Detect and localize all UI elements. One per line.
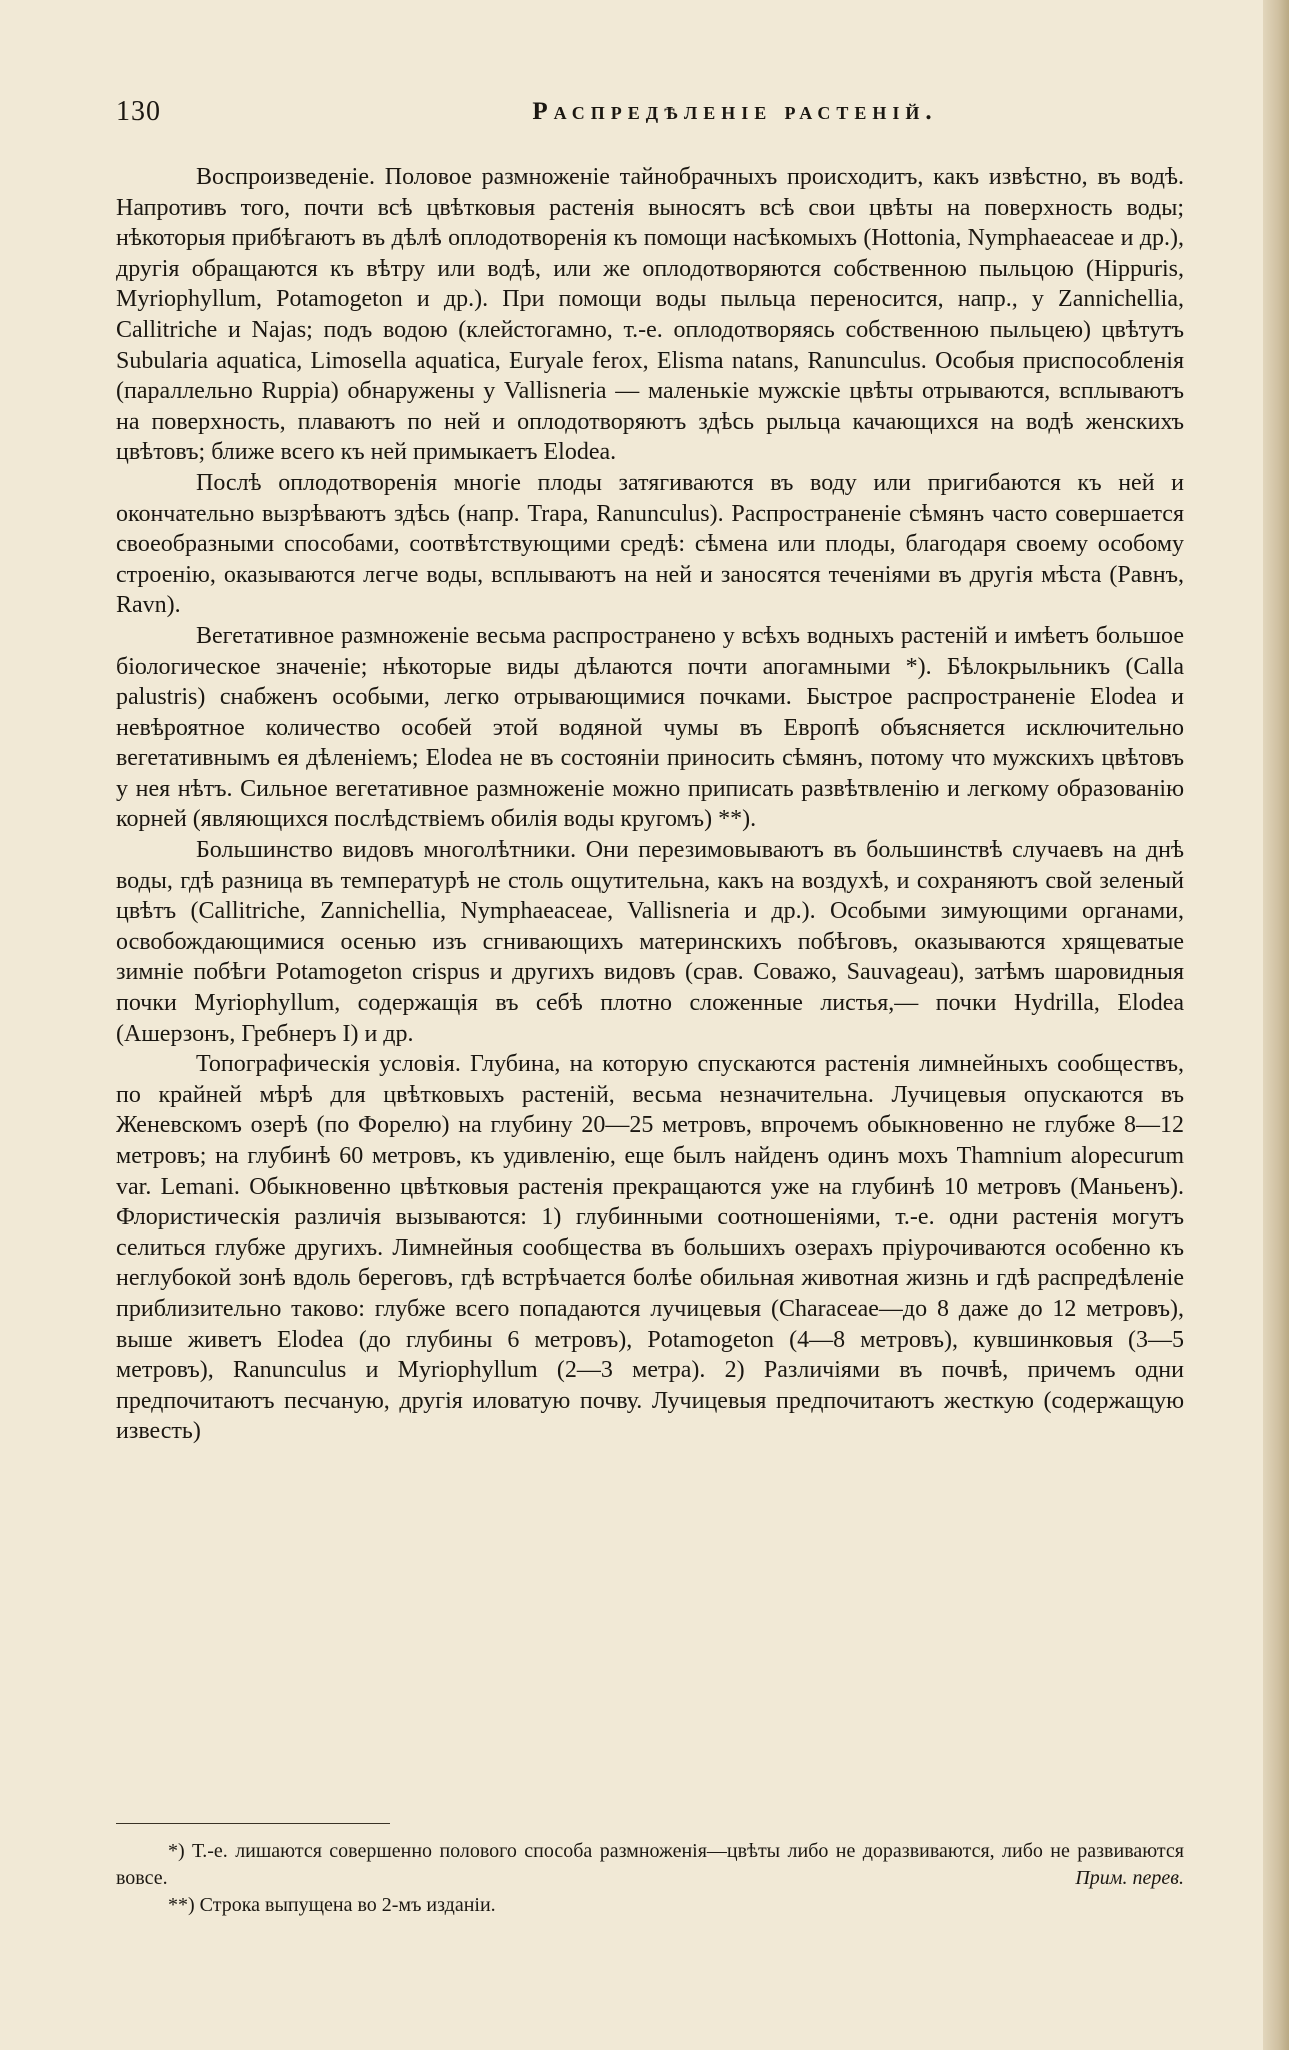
footnotes <box>116 1838 1184 1919</box>
body-text <box>116 162 1184 1447</box>
page-header <box>116 96 1184 136</box>
paragraph-perennials: Большинство видовъ многолѣтники. Они перезимовываютъ въ большинствѣ случаевъ на днѣ воды, гдѣ разница въ температурѣ не столь ощутительна, какъ на воздухѣ, и сохраняютъ свой зеленый цвѣтъ (Callitriche, Zannichellia, Nymphaeaceae, Vallisneria и др.). Особыми зимующими органами, освобождающимися осенью изъ сгнивающихъ материнскихъ побѣговъ, оказываются хрящеватые зимніе побѣги Potamogeton crispus и другихъ видовъ (срав. Соважо, Sauvageau), затѣмъ шаровидныя почки Myriophyllum, содержащія въ себѣ плотно сложенные листья,— почки Hydrilla, Elodea (Ашерзонъ, Гребнеръ I) и др. <box>116 837 1184 1047</box>
footnote-divider <box>116 1823 390 1824</box>
paragraph-reproduction: Воспроизведеніе. Половое размноженіе тайнобрачныхъ происходитъ, какъ извѣстно, въ водѣ. Напротивъ того, почти всѣ цвѣтковыя растенія выносятъ всѣ свои цвѣты на поверхность воды; нѣкоторыя прибѣгаютъ въ дѣлѣ оплодотворенія къ помощи насѣкомыхъ (Hottonia, Nymphaeaceae и др.), другія обращаются къ вѣтру или водѣ, или же оплодотворяются собственною пыльцою (Hippuris, Myriophyllum, Potamogeton и др.). При помощи воды пыльца переносится, напр., у Zannichellia, Callitriche и Najas; подъ водою (клейстогамно, т.-е. оплодотворяясь собственною пыльцею) цвѣтутъ Subularia aquatica, Limosella aquatica, Euryale ferox, Elisma natans, Ranunculus. Особыя приспособленія (параллельно Ruppia) обнаружены у Vallisneria — маленькіе мужскіе цвѣты отрываются, всплываютъ на поверхность, плаваютъ по ней и оплодотворяютъ здѣсь рыльца качающихся на водѣ женскихъ цвѣтовъ; ближе всего къ ней примыкаетъ Elodea. <box>116 164 1184 466</box>
footnote-2: **) Строка выпущена во 2-мъ изданіи. <box>168 1894 496 1916</box>
translator-note: Прим. перев. <box>1075 1867 1184 1889</box>
page-edge <box>1263 0 1289 2050</box>
paragraph-topographic-conditions: Топографическія условія. Глубина, на которую спускаются растенія лимнейныхъ сообществъ, по крайней мѣрѣ для цвѣтковыхъ растеній, весьма незначительна. Лучицевыя опускаются въ Женевскомъ озерѣ (по Форелю) на глубину 20—25 метровъ, впрочемъ обыкновенно не глубже 8—12 метровъ; на глубинѣ 60 метровъ, къ удивленію, еще былъ найденъ одинъ мохъ Thamnium alopecurum var. Lemani. Обыкновенно цвѣтковыя растенія прекращаются уже на глубинѣ 10 метровъ (Маньенъ). Флористическія различія вызываются: 1) глубинными соотношеніями, т.-е. одни растенія могутъ селиться глубже другихъ. Лимнейныя сообщества въ большихъ озерахъ пріурочиваются особенно къ неглубокой зонѣ вдоль береговъ, гдѣ встрѣчается болѣе обильная животная жизнь и гдѣ распредѣленіе приблизительно таково: глубже всего попадаются лучицевыя (Characeae—до 8 даже до 12 метровъ), выше живетъ Elodea (до глубины 6 метровъ), Potamogeton (4—8 метровъ), кувшинковыя (3—5 метровъ), Ranunculus и Myriophyllum (2—3 метра). 2) Различіями въ почвѣ, причемъ одни предпочитаютъ песчаную, другія иловатую почву. Лучицевыя предпочитаютъ жесткую (содержащую известь) <box>116 1051 1184 1445</box>
footnote-1-text: *) Т.-е. лишаются совершенно полового способа размноженія—цвѣты либо не доразвиваются, либо не развиваются вовсе. <box>116 1840 1184 1889</box>
running-title: Распредѣленіе растеній. <box>532 98 938 125</box>
page-number: 130 <box>116 96 161 127</box>
paragraph-vegetative-reproduction: Вегетативное размноженіе весьма распространено у всѣхъ водныхъ растеній и имѣетъ большое біологическое значеніе; нѣкоторые виды дѣлаются почти апогамными *). Бѣлокрыльникъ (Calla palustris) снабженъ особыми, легко отрывающимися почками. Быстрое распространеніе Elodea и невѣроятное количество особей этой водяной чумы въ Европѣ объясняется исключительно вегетативнымъ ея дѣленіемъ; Elodea не въ состояніи приносить сѣмянъ, потому что мужскихъ цвѣтовъ у нея нѣтъ. Сильное вегетативное размноженіе можно приписать развѣтвленію и легкому образованію корней (являющихся послѣдствіемъ обилія воды кругомъ) **). <box>116 622 1184 833</box>
footnote-1 <box>116 1838 1184 1892</box>
paragraph-fruit-dispersal: Послѣ оплодотворенія многіе плоды затягиваются въ воду или пригибаются къ ней и окончательно вызрѣваютъ здѣсь (напр. Trapa, Ranunculus). Распространеніе сѣмянъ часто совершается своеобразными способами, соотвѣтствующими средѣ: сѣмена или плоды, благодаря своему особому строенію, оказываются легче воды, всплываютъ на ней и заносятся теченіями въ другія мѣста (Равнъ, Ravn). <box>116 469 1184 619</box>
